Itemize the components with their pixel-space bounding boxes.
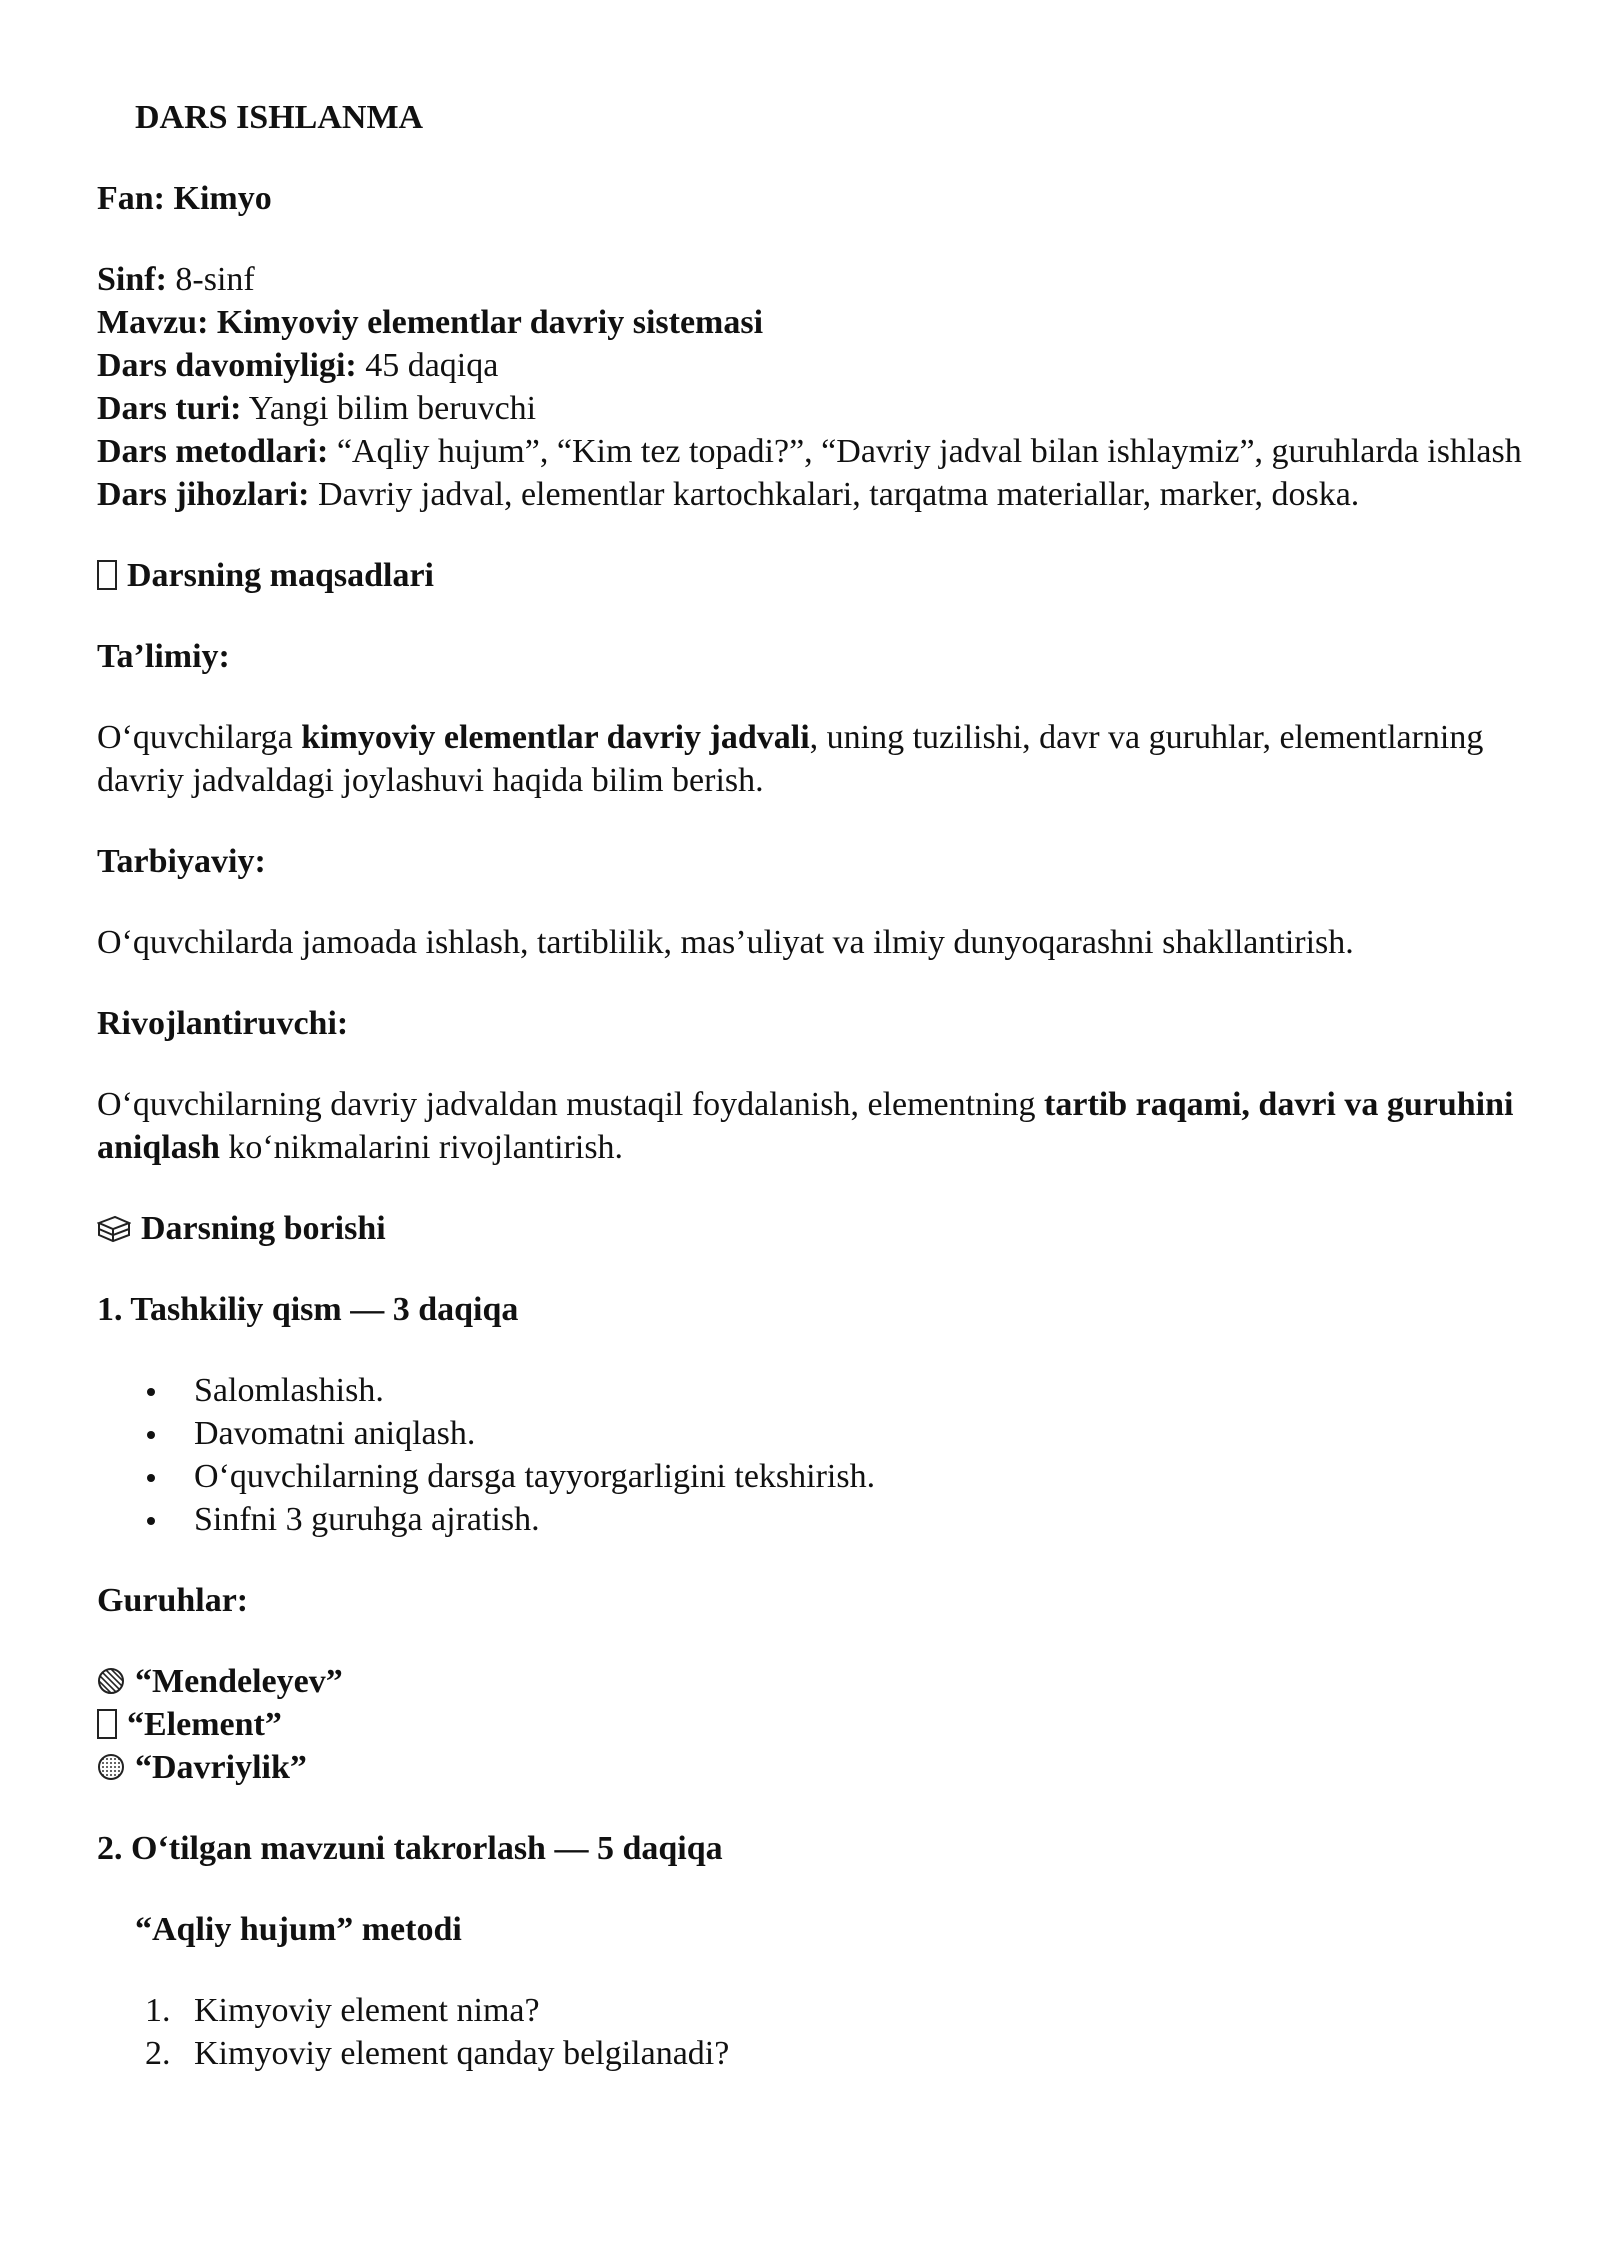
- info-methods: Dars metodlari: “Aqliy hujum”, “Kim tez topadi?”, “Davriy jadval bilan ishlaymiz”, guruhlarda ishlash: [97, 433, 1522, 470]
- lesson-info: [97, 258, 1537, 516]
- section2-heading: 2. O‘tilgan mavzuni takrorlash — 5 daqiqa: [97, 1830, 723, 1867]
- info-equipment: Dars jihozlari: Davriy jadval, elementlar kartochkalari, tarqatma materiallar, marker, doska.: [97, 476, 1360, 513]
- info-duration: Dars davomiyligi: 45 daqiqa: [97, 347, 499, 384]
- groups-heading: Guruhlar:: [97, 1582, 249, 1619]
- process-heading: Darsning borishi: [97, 1207, 1537, 1250]
- document-title: DARS ISHLANMA: [135, 99, 424, 136]
- upbringing-text: O‘quvchilarda jamoada ishlash, tartiblilik, mas’uliyat va ilmiy dunyoqarashni shakllantirish.: [97, 924, 1354, 961]
- educational-heading: Ta’limiy:: [97, 638, 230, 675]
- goals-heading: Darsning maqsadlari: [97, 554, 1537, 597]
- list-item: 1. Kimyoviy element nima?: [145, 1992, 540, 2029]
- groups-list: [97, 1660, 1537, 1789]
- list-item: 2. Kimyoviy element qanday belgilanadi?: [145, 2035, 730, 2072]
- group-item: “Mendeleyev”: [97, 1660, 1537, 1703]
- list-item: Davomatni aniqlash.: [97, 1412, 1537, 1455]
- info-type: Dars turi: Yangi bilim beruvchi: [97, 390, 537, 427]
- box-icon: [97, 1709, 117, 1739]
- books-icon: [97, 1213, 131, 1243]
- box-icon: [97, 560, 117, 590]
- document-page: [97, 96, 1537, 2075]
- info-grade: Sinf: 8-sinf: [97, 261, 255, 298]
- subject-line: Fan: Kimyo: [97, 180, 272, 217]
- section1-list: [97, 1369, 1537, 1541]
- info-topic: Mavzu: Kimyoviy elementlar davriy sistemasi: [97, 304, 764, 341]
- developmental-heading: Rivojlantiruvchi:: [97, 1005, 349, 1042]
- list-item: O‘quvchilarning darsga tayyorgarligini tekshirish.: [97, 1455, 1537, 1498]
- educational-text: O‘quvchilarga kimyoviy elementlar davriy jadvali, uning tuzilishi, davr va guruhlar, elementlarning davriy jadvaldagi joylashuvi haqida bilim berish.: [97, 719, 1484, 799]
- hatched-circle-icon: [97, 1667, 125, 1695]
- section1-heading: 1. Tashkiliy qism — 3 daqiqa: [97, 1291, 519, 1328]
- list-item: Sinfni 3 guruhga ajratish.: [97, 1498, 1537, 1541]
- list-item: Salomlashish.: [97, 1369, 1537, 1412]
- group-item: “Element”: [97, 1703, 1537, 1746]
- method-heading: “Aqliy hujum” metodi: [135, 1911, 462, 1948]
- upbringing-heading: Tarbiyaviy:: [97, 843, 266, 880]
- group-item: “Davriylik”: [97, 1746, 1537, 1789]
- developmental-text: O‘quvchilarning davriy jadvaldan mustaqil foydalanish, elementning tartib raqami, davri va guruhini aniqlash ko‘nikmalarini rivojlantirish.: [97, 1086, 1514, 1166]
- dotted-circle-icon: [97, 1753, 125, 1781]
- questions-list: [97, 1989, 1537, 2075]
